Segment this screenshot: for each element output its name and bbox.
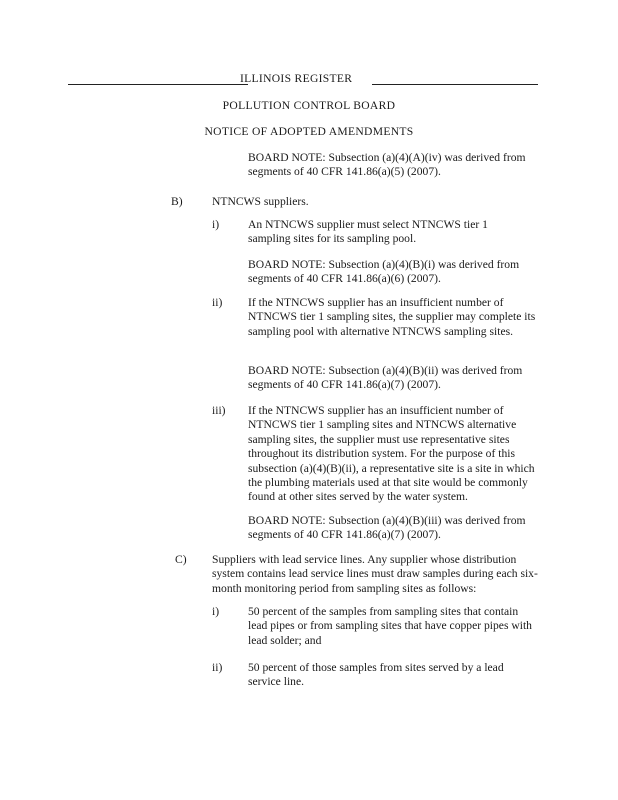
c-ii-text: 50 percent of those samples from sites served by a lead service line. [248, 661, 504, 689]
section-b-label: B) [171, 195, 183, 208]
b-iii-label: iii) [212, 404, 226, 417]
section-b-heading: NTNCWS suppliers. [212, 195, 309, 208]
section-c-label: C) [175, 553, 187, 566]
board-note-a4Aiv: BOARD NOTE: Subsection (a)(4)(A)(iv) was derived from segments of 40 CFR 141.86(a)(5) (2007). [248, 151, 526, 179]
header-rule-right [372, 84, 538, 85]
c-ii-label: ii) [212, 661, 223, 674]
b-ii-board-note: BOARD NOTE: Subsection (a)(4)(B)(ii) was derived from segments of 40 CFR 141.86(a)(7) (2007). [248, 364, 523, 392]
b-ii-label: ii) [212, 296, 223, 309]
register-title: ILLINOIS REGISTER [240, 72, 353, 85]
section-c-text: Suppliers with lead service lines. Any supplier whose distribution system contains lead service lines must draw samples during each six-month monitoring period from sampling sites as follows: [212, 553, 538, 595]
c-i-text: 50 percent of the samples from sampling sites that contain lead pipes or from sampling sites that have copper pipes with lead solder; and [248, 605, 532, 647]
b-iii-text: If the NTNCWS supplier has an insufficient number of NTNCWS tier 1 sampling sites and NTNCWS alternative sampling sites, the supplier must use representative sites throughout its distribution system. For the purpose of this subsection (a)(4)(B)(ii), a representative site is a site in which the plumbing materials used at that site would be commonly found at other sites served by the water system. [248, 404, 535, 504]
b-ii-text: If the NTNCWS supplier has an insufficient number of NTNCWS tier 1 sampling sites, the supplier may complete its sampling pool with alternative NTNCWS sampling sites. [248, 296, 536, 338]
b-i-board-note: BOARD NOTE: Subsection (a)(4)(B)(i) was derived from segments of 40 CFR 141.86(a)(6) (2007). [248, 258, 520, 286]
header-rule-left [68, 84, 248, 85]
b-i-text: An NTNCWS supplier must select NTNCWS tier 1 sampling sites for its sampling pool. [248, 218, 488, 246]
b-iii-board-note: BOARD NOTE: Subsection (a)(4)(B)(iii) was derived from segments of 40 CFR 141.86(a)(7) (2007). [248, 514, 526, 542]
notice-title: NOTICE OF ADOPTED AMENDMENTS [204, 125, 414, 138]
c-i-label: i) [212, 605, 220, 618]
b-i-label: i) [212, 218, 220, 231]
board-name: POLLUTION CONTROL BOARD [222, 99, 396, 112]
